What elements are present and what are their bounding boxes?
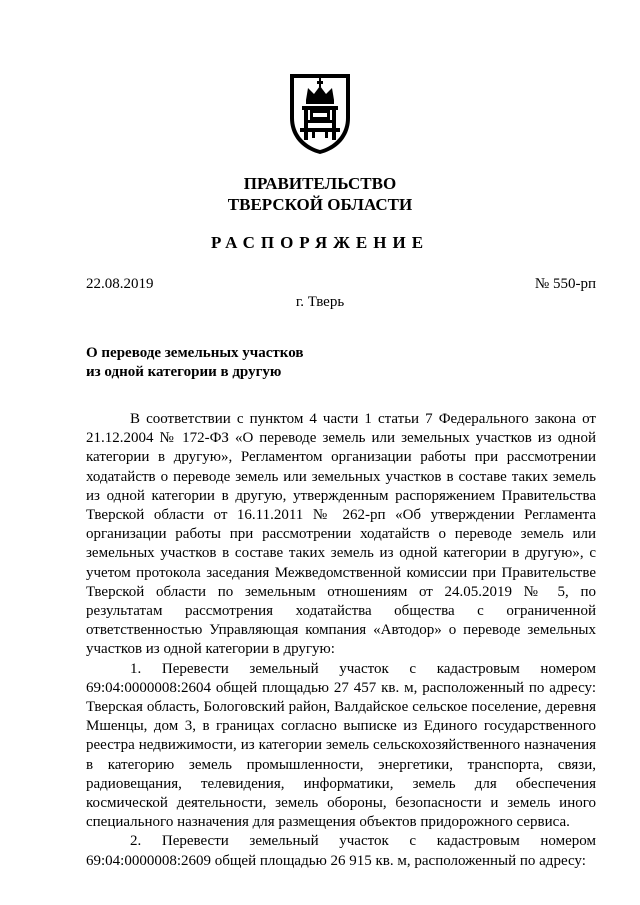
document-subject: [86, 344, 303, 382]
document-number: № 550-рп: [534, 276, 596, 292]
document-type-title: РАСПОРЯЖЕНИЕ: [210, 233, 430, 252]
subject-line2: из одной категории в другую: [86, 364, 282, 380]
organization-name-line1: ПРАВИТЕЛЬСТВО: [243, 174, 397, 193]
clause-2-paragraph: 2. Перевести земельный участок с кадастровым номером 69:04:0000008:2609 общей площадью 26 915 кв. м, расположенный по адресу:: [86, 833, 596, 869]
clause-1-paragraph: 1. Перевести земельный участок с кадастровым номером 69:04:0000008:2604 общей площадью 27 457 кв. м, расположенный по адресу: Тверская область, Бологовский район, Валдайское сельское поселение, деревня Мшенцы, дом 3, в границах согласно выписке из Единого государственного реестра недвижимости, из категории земель сельскохозяйственного назначения в категорию земель промышленности, энергетики, транспорта, связи, радиовещания, телевидения, информатики, земель для обеспечения космической деятельности, земель обороны, безопасности и земель иного специального назначения для размещения объектов придорожного сервиса.: [86, 660, 596, 831]
preamble-paragraph: В соответствии с пунктом 4 части 1 статьи 7 Федерального закона от 21.12.2004 № 172-ФЗ «О переводе земель или земельных участков из одной категории в другую», Регламентом организации работы при рассмотрении ходатайств о переводе земель или земельных участков в составе таких земель из одной категории в другую, утвержденным распоряжением Правительства Тверской области от 16.11.2011 № 262-рп «Об утверждении Регламента организации работы при рассмотрении ходатайств о переводе земель или земельных участков в составе таких земель из одной категории в другую», с учетом протокола заседания Межведомственной комиссии при Правительстве Тверской области по земельным отношениям от 24.05.2019 № 5, по результатам рассмотрения ходатайства общества с ограниченной ответственностью Управляющая компания «Автодор» о переводе земельных участков из одной категории в другую:: [86, 411, 596, 658]
document-body: [86, 410, 596, 871]
coat-of-arms-emblem: [288, 72, 352, 156]
document-city: г. Тверь: [295, 294, 345, 310]
subject-line1: О переводе земельных участков: [86, 345, 304, 361]
organization-name-line2: ТВЕРСКОЙ ОБЛАСТИ: [227, 195, 413, 214]
document-date: 22.08.2019: [86, 276, 154, 292]
